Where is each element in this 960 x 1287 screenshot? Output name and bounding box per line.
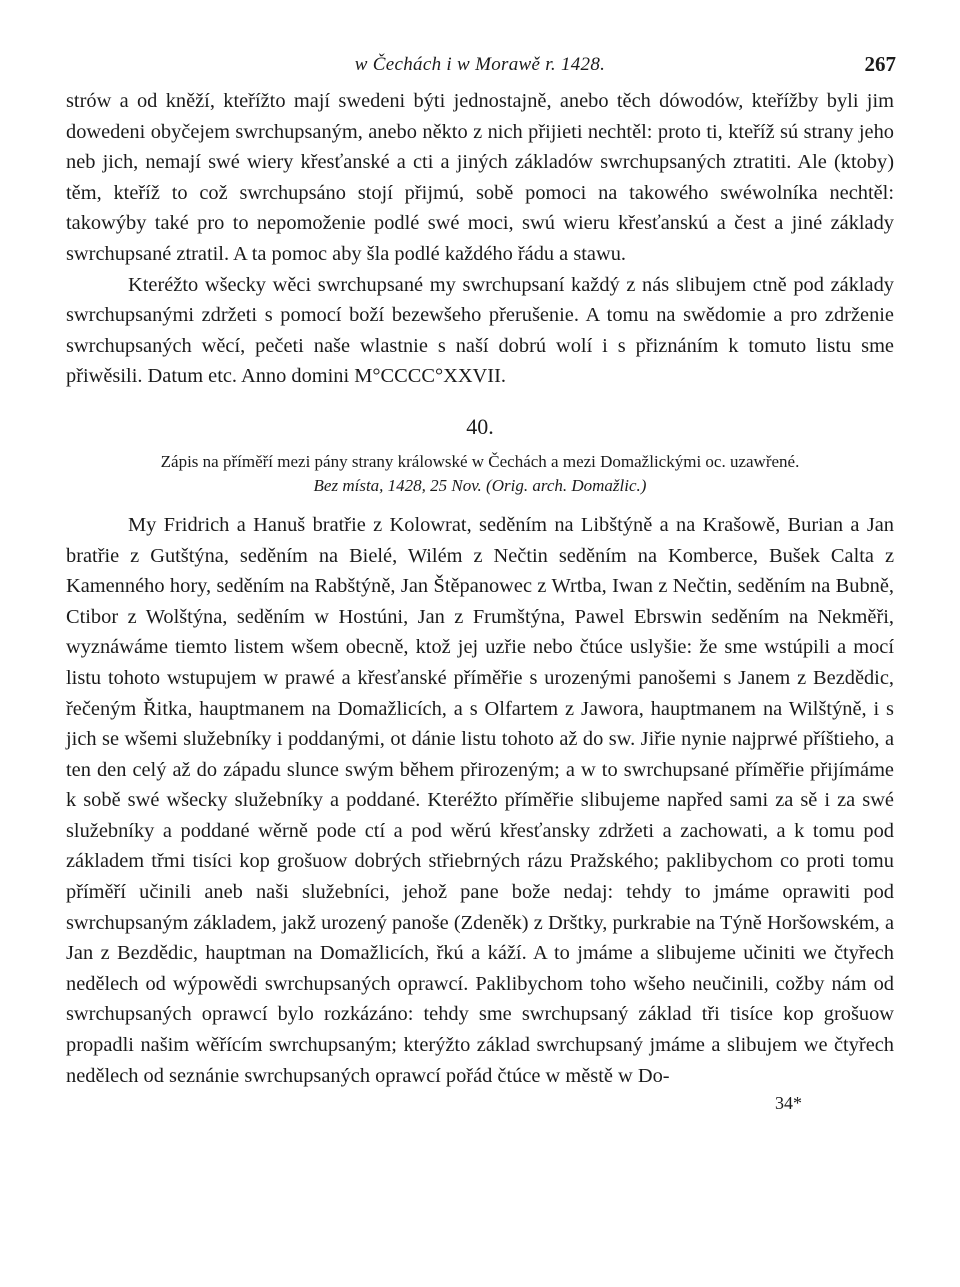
document-source: Bez místa, 1428, 25 Nov. (Orig. arch. Domažlic.) bbox=[313, 475, 647, 495]
body-text bbox=[66, 86, 894, 392]
paragraph: Kteréžto wšecky wěci swrchupsané my swrchupsaní každý z nás slibujem ctně pod základy swrchupsanými zdržeti s pomocí boží bezewšeho přerušenie. A tomu na swědomie a pro zdrženie swrchupsaných wěcí, pečeti naše wlastnie s naší dobrú wolí i s přiznáním k tomuto listu sme přiwěsili. Datum etc. Anno domini M°CCCC°XXVII. bbox=[66, 273, 894, 388]
body-text-main bbox=[66, 510, 894, 1091]
running-title: w Čechách i w Morawě r. 1428. bbox=[354, 54, 606, 75]
paragraph: strów a od kněží, kteřížto mají swedeni býti jednostajně, anebo těch dówodów, kteřížby byli jim dowedeni obyčejem swrchupsaným, anebo někto z nich přijieti nechtěl: proto ti, kteříž sú strany jeho neb jich, nemají swé wiery křesťanské a cti a jiných základów swrchupsaných ztratiti. Ale (ktoby) těm, kteříž to což swrchupsáno stojí přijmú, sobě pomoci na takowého swéwolníka nechtěl: takowýby také pro to nepomoženie podlé swé moci, swú wieru křesťanskú a čest a jiné základy swrchupsané ztratil. A ta pomoc aby šla podlé každého řádu a stawu. bbox=[66, 90, 894, 265]
page-number: 267 bbox=[864, 52, 896, 76]
document-page bbox=[66, 52, 894, 1114]
document-number: 40. bbox=[466, 413, 494, 439]
signature-mark: 34* bbox=[775, 1093, 802, 1114]
page-header bbox=[66, 52, 894, 86]
paragraph: My Fridrich a Hanuš bratřie z Kolowrat, seděním na Libštýně a na Krašowě, Burian a Jan bratřie z Gutštýna, seděním na Bielé, Wilém z Nečtin seděním na Komberce, Bušek Calta z Kamenného hory, seděním na Rabštýně, Jan Štěpanowec z Wrtba, Iwan z Nečtin, seděním na Bubně, Ctibor z Wolštýna, seděním w Hostúni, Jan z Frumštýna, Pawel Ebrswin seděním na Nekměři, wyznáwáme tiemto listem wšem obecně, ktož jej uzřie nebo čtúce uslyšie: že sme wstúpili a mocí listu tohoto wstupujem w prawé a křesťanské příměřie s urozenými panošemi s Janem z Bezdědic, řečeným Řitka, hauptmanem na Domažlicích, a s Olfartem z Jawora, hauptmanem na Wilštýně, i s jich se wšemi služebníky i poddanými, ot dánie listu tohoto až do sw. Jiřie nynie najprwé příštieho, a ten den celý až do západu slunce swým během přirozeným; a w to swrchupsané příměřie přijímáme k sobě swé wšecky služebníky a poddané. Kteréžto příměřie slibujeme napřed sami za sě i za swé služebníky a poddané wěrně pode ctí a pod wěrú křesťansky zdržeti a zachowati, a k tomu pod základem třmi tisíci kop grošuow dobrých střiebrných rázu Pražského; paklibychom co proti tomu příměří učinili aneb naši služebníci, jehož pane bože nedaj: tehdy to jmáme oprawiti pod swrchupsaným základem, jakž urozený panoše (Zdeněk) z Drštky, purkrabie na Týně Horšowském, a Jan z Bezdědic, hauptman na Domažlicích, řkú a káží. A to jmáme a slibujeme učiniti we čtyřech nedělech od wýpowědi swrchupsaných oprawcí. Paklibychom toho wšeho neučinili, cožby nám od swrchupsaných oprawcí bylo rozkázáno: tehdy sme swrchupsaný základ tři tisíce kop grošuow propadli našim wěřícím swrchupsaným; kterýžto základ swrchupsaný jmáme a slibujem we čtyřech nedělech od seznánie swrchupsaných oprawcí pořád čtúce w městě w Do- bbox=[66, 513, 894, 1087]
document-title: Zápis na příměří mezi pány strany králowské w Čechách a mezi Domažlickými oc. uzawřené. bbox=[160, 451, 800, 471]
